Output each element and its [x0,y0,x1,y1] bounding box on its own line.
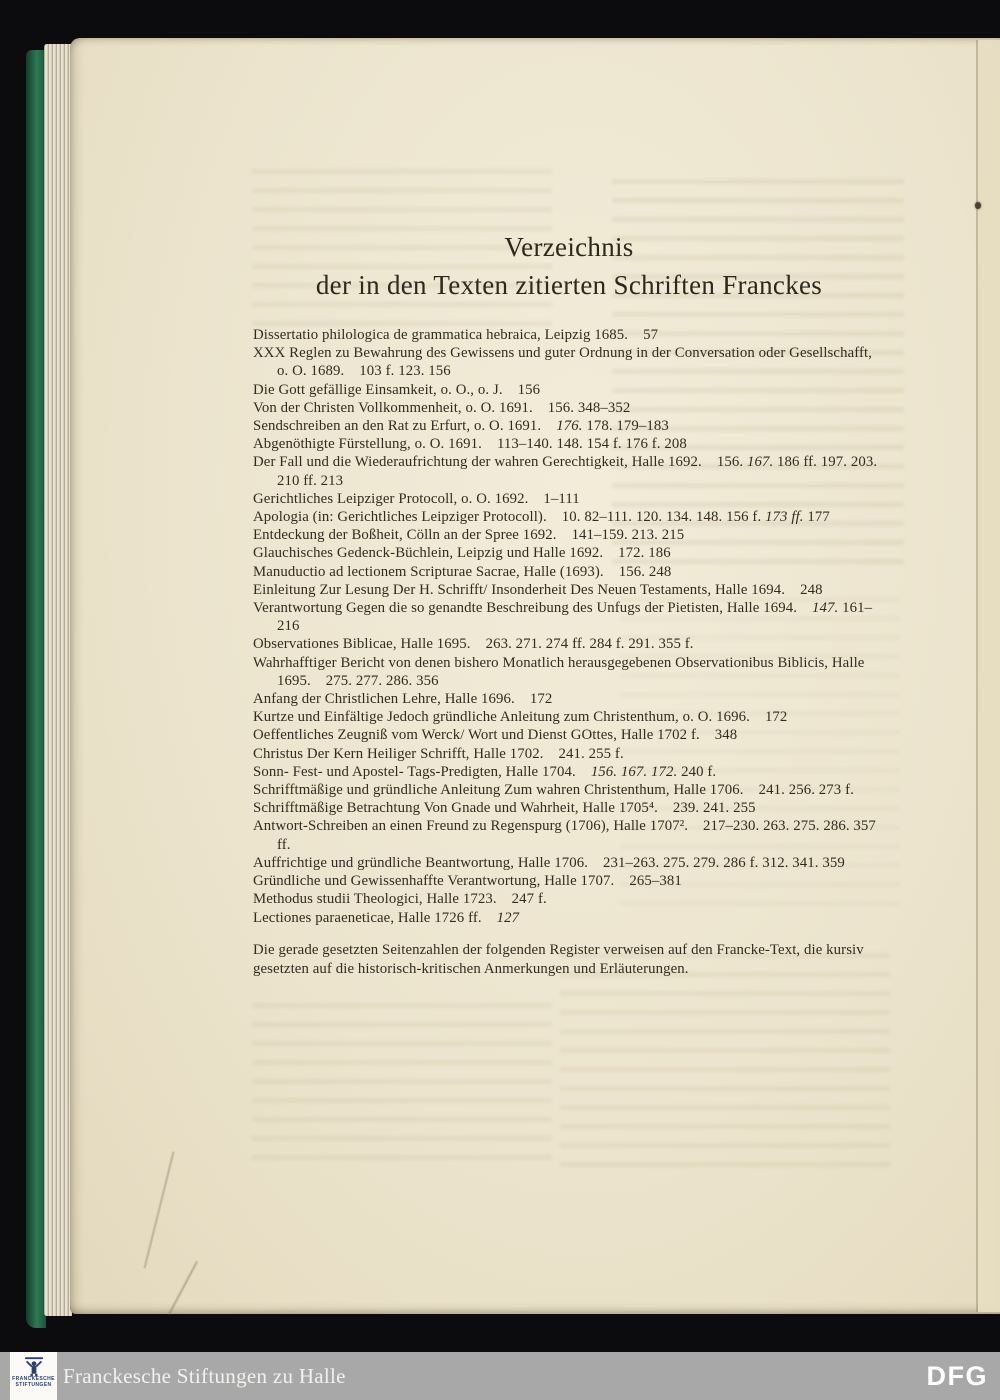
register-entry [253,690,885,708]
dfg-logo: DFG [926,1360,988,1391]
entry-title: Auffrichtige und gründliche Beantwortung, Halle 1706. [253,854,588,871]
page-numbers-italic: 147. [812,600,839,617]
page-numbers: 348 [714,727,738,744]
page-numbers: 217–230. 263. 275. 286. 357 ff. [277,818,876,853]
register-entry [253,326,885,344]
page-numbers: 247 f. [511,891,547,908]
page-stack-edges [44,44,72,1316]
page-numbers: 248 [800,581,823,598]
page-numbers: 103 f. 123. 156 [359,363,451,380]
register-footnote: Die gerade gesetzten Seitenzahlen der folgenden Register verweisen auf den Francke-Text, die kursiv gesetzten auf die historisch-kritischen Anmerkungen und Erläuterungen. [253,941,864,977]
register-entry [253,508,885,526]
register-entry [253,890,885,908]
register-entry [253,417,885,435]
register-entry [253,435,885,453]
register-entry [253,817,885,853]
page-numbers: 178. 179–183 [582,418,669,435]
title-line-2: der in den Texten zitierten Schriften Franckes [315,270,823,300]
register-entry [253,799,885,817]
page-numbers: 172 [529,691,553,708]
page-numbers: 156 [517,381,541,398]
page-numbers: 241. 256. 273 f. [758,782,854,799]
page-numbers: 265–381 [629,873,682,890]
entry-title: Abgenöthigte Fürstellung, o. O. 1691. [253,436,482,453]
page-numbers: 186 ff. 197. 203. 210 ff. 213 [277,454,878,489]
library-name-label: Franckesche Stiftungen zu Halle [63,1363,346,1388]
entry-title: Manuductio ad lectionem Scripturae Sacrae, Halle (1693). [253,563,604,580]
register-entry [253,563,885,581]
register-entry [253,763,885,781]
underlying-page-edge [978,40,1000,1312]
entry-title: Oeffentliches Zeugniß vom Werck/ Wort und Dienst GOttes, Halle 1702 f. [253,727,700,744]
entry-title: Entdeckung der Boßheit, Cölln an der Spree 1692. [253,527,557,544]
entry-title: Observationes Biblicae, Halle 1695. [253,636,471,653]
page-numbers: 177 [803,509,830,526]
entry-title: Sendschreiben an den Rat zu Erfurt, o. O. 1691. [253,418,542,435]
register-entry [253,854,885,872]
entry-title: Sonn- Fest- und Apostel- Tags-Predigten, Halle 1704. [253,763,576,780]
page-numbers: 10. 82–111. 120. 134. 148. 156 f. [561,509,766,526]
register-entry [253,726,885,744]
entry-title: Schrifftmäßige und gründliche Anleitung Zum wahren Christenthum, Halle 1706. [253,782,744,799]
register-entry [253,581,885,599]
entry-title: Schrifftmäßige Betrachtung Von Gnade und Wahrheit, Halle 1705⁴. [253,800,658,817]
entry-title: Antwort-Schreiben an einen Freund zu Regenspurg (1706), Halle 1707². [253,818,689,835]
page-numbers-italic: 127 [496,909,520,926]
entry-title: Einleitung Zur Lesung Der H. Schrifft/ Insonderheit Des Neuen Testaments, Halle 1694. [253,581,786,598]
entry-title: Lectiones paraeneticae, Halle 1726 ff. [253,909,482,926]
page-numbers: 241. 255 f. [558,745,624,762]
entry-title: Apologia (in: Gerichtliches Leipziger Protocoll). [253,509,547,526]
logo-text-line1: FRANCKESCHE [12,1376,55,1382]
page-numbers: 156. 348–352 [547,399,631,416]
page-numbers: 161–216 [277,600,873,635]
entry-title: Christus Der Kern Heiliger Schrifft, Halle 1702. [253,745,544,762]
entry-title: Gerichtliches Leipziger Protocoll, o. O. 1692. [253,490,529,507]
page-numbers: 240 f. [677,763,717,780]
title-line-1: Verzeichnis [504,232,634,262]
entry-title: Gründliche und Gewissenhaffte Verantwortung, Halle 1707. [253,873,615,890]
register-entry [253,708,885,726]
register-entry [253,872,885,890]
register-entry [253,453,885,489]
page-numbers-italic: 173 ff. [765,509,804,526]
page-numbers: 263. 271. 274 ff. 284 f. 291. 355 f. [485,636,694,653]
page-numbers-italic: 167. [746,454,774,471]
entry-title: Glauchisches Gedenck-Büchlein, Leipzig und Halle 1692. [253,545,604,562]
entry-title: Von der Christen Vollkommenheit, o. O. 1691. [253,399,533,416]
page-fold-line [976,40,978,1312]
entry-title: XXX Reglen zu Bewahrung des Gewissens und guter Ordnung in der Conversation oder Gesellschafft, o. O. 1689. [253,345,873,380]
page-numbers: 172. 186 [618,545,671,562]
entry-title: Kurtze und Einfältige Jedoch gründliche Anleitung zum Christenthum, o. O. 1696. [253,709,750,726]
page-numbers: 57 [643,327,659,343]
register-entry [253,909,885,927]
page-numbers: 172 [764,709,788,726]
page-numbers: 275. 277. 286. 356 [325,672,439,689]
register-entry [253,344,885,380]
logo-text-line2: STIFTUNGEN [15,1381,52,1388]
page-numbers: 239. 241. 255 [672,800,756,817]
page-numbers: 141–159. 213. 215 [571,527,685,544]
entry-title: Methodus studii Theologici, Halle 1723. [253,891,497,908]
register-entry [253,781,885,799]
entry-title: Der Fall und die Wiederaufrichtung der wahren Gerechtigkeit, Halle 1692. [253,454,702,471]
page-numbers: 1–111 [543,490,580,507]
register-entry [253,654,885,690]
page-numbers: 156. 248 [618,563,672,580]
entry-title: Wahrhafftiger Bericht von denen bishero Monatlich herausgegebenen Observationibus Biblicis, Halle 1695. [253,654,865,689]
page-numbers: 156. [716,454,747,471]
page-numbers-italic: 156. 167. 172. [590,763,678,780]
register-entry [253,635,885,653]
register-entry [253,381,885,399]
entries-list [253,326,885,927]
page-numbers: 113–140. 148. 154 f. 176 f. 208 [496,436,687,453]
entry-title: Dissertatio philologica de grammatica hebraica, Leipzig 1685. [253,327,629,343]
francke-figure-icon [23,1355,45,1377]
paper-speck [975,202,981,209]
franckesche-stiftungen-logo [10,1352,57,1400]
entry-title: Verantwortung Gegen die so genandte Beschreibung des Unfugs der Pietisten, Halle 1694. [253,600,798,617]
book-cover-spine [26,50,46,1328]
register-entry [253,526,885,544]
register-entry [253,745,885,763]
entry-title: Die Gott gefällige Einsamkeit, o. O., o. J. [253,381,503,398]
register-entry [253,599,885,635]
page-title [253,228,885,304]
register-entry [253,399,885,417]
register-entry [253,544,885,562]
entry-title: Anfang der Christlichen Lehre, Halle 1696. [253,691,515,708]
register-entry [253,490,885,508]
page-numbers-italic: 176. [556,418,583,435]
page-numbers: 231–263. 275. 279. 286 f. 312. 341. 359 [603,854,845,871]
